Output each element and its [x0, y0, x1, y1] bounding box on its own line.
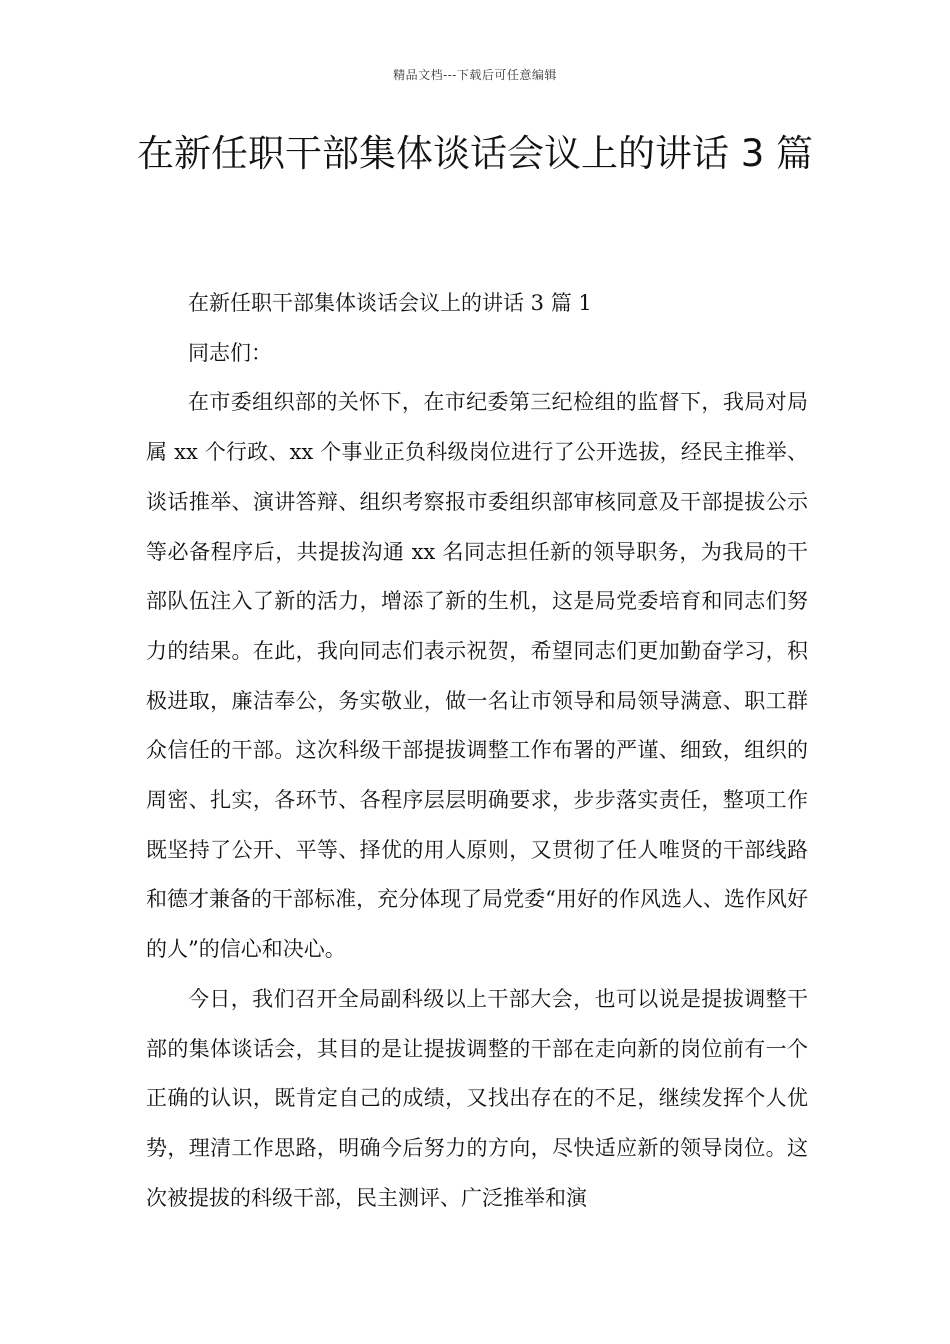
body-paragraph: 今日，我们召开全局副科级以上干部大会，也可以说是提拔调整干部的集体谈话会，其目的是让提拔调整的干部在走向新的岗位前有一个正确的认识，既肯定自己的成绩，又找出存在的不足，继续发挥个人优势，理清工作思路，明确今后努力的方向，尽快适应新的领导岗位。这次被提拔的科级干部，民主测评、广泛推举和演	[146, 986, 808, 1210]
document-title: 在新任职干部集体谈话会议上的讲话 3 篇	[136, 132, 814, 175]
salutation-paragraph: 同志们：	[188, 340, 272, 365]
document-body	[146, 279, 808, 1223]
body-paragraph: 在市委组织部的关怀下，在市纪委第三纪检组的监督下，我局对局属 xx 个行政、xx 个事业正负科级岗位进行了公开选拔，经民主推举、谈话推举、演讲答辩、组织考察报市委组织部审核同意及干部提拔公示等必备程序后，共提拔沟通 xx 名同志担任新的领导职务，为我局的干部队伍注入了新的活力，增添了新的生机，这是局党委培育和同志们努力的结果。在此，我向同志们表示祝贺，希望同志们更加勤奋学习，积极进取，廉洁奉公，务实敬业，做一名让市领导和局领导满意、职工群众信任的干部。这次科级干部提拔调整工作布署的严谨、细致，组织的周密、扎实，各环节、各程序层层明确要求，步步落实责任，整项工作既坚持了公开、平等、择优的用人原则，又贯彻了任人唯贤的干部线路和德才兼备的干部标准，充分体现了局党委“用好的作风选人、选作风好的人”的信心和决心。	[146, 390, 808, 962]
subtitle-paragraph: 在新任职干部集体谈话会议上的讲话 3 篇 1	[188, 291, 592, 315]
header-note: 精品文档---下载后可任意编辑	[393, 68, 557, 82]
